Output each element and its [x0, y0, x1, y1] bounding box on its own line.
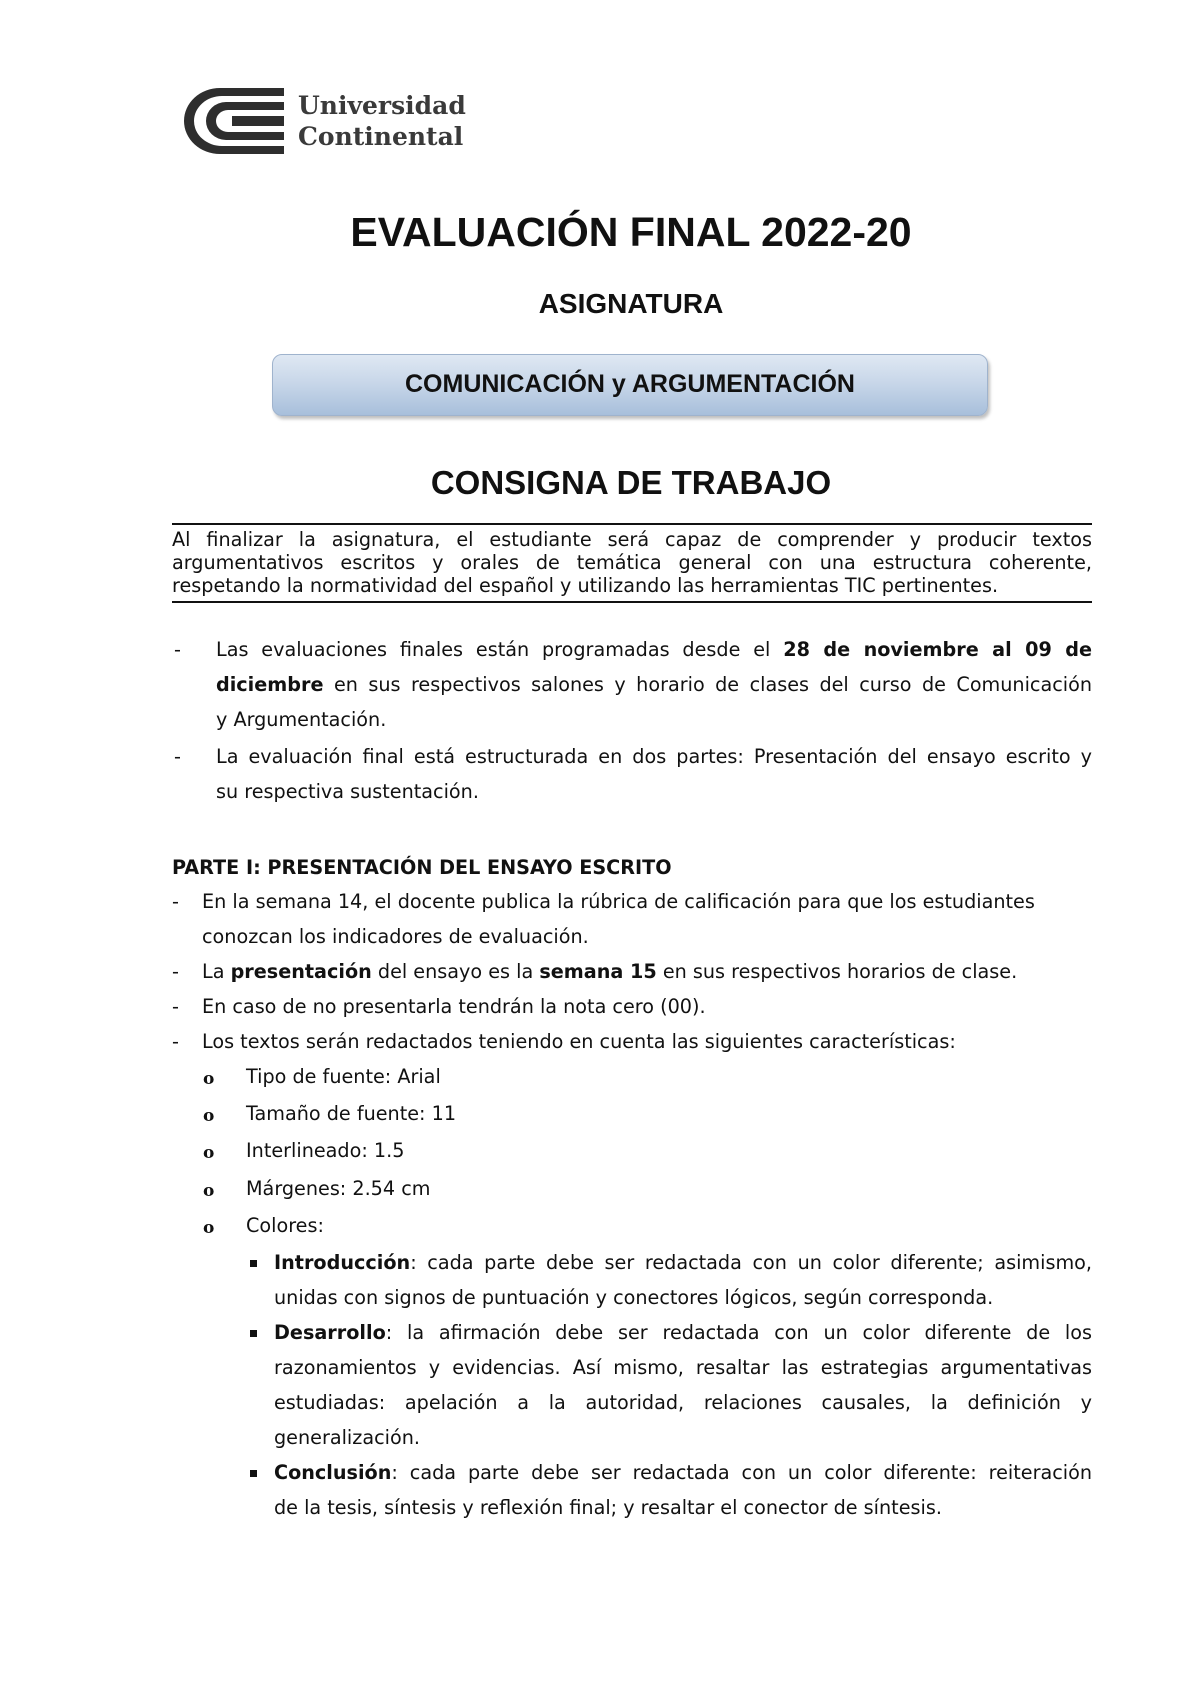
colors-conclusion-line-1: Conclusión: cada parte debe ser redactada con un color diferente: reiteración: [274, 1461, 1092, 1484]
square-bullet-icon: [250, 1330, 257, 1337]
document-subtitle: ASIGNATURA: [538, 288, 724, 319]
sub-bullet-o: o: [203, 1106, 215, 1126]
intro-bullet-2-line-1: La evaluación final está estructurada en dos partes: Presentación del ensayo escrito y: [216, 745, 1092, 768]
dash-bullet: -: [172, 1030, 179, 1053]
competencia-line-1: Al finalizar la asignatura, el estudiante será capaz de comprender y producir textos: [172, 528, 1092, 551]
university-logo: [176, 84, 476, 158]
logo-text-line1: Universidad: [298, 91, 466, 120]
document-title: EVALUACIÓN FINAL 2022-20: [350, 209, 912, 255]
intro-bullet-1-line-1: Las evaluaciones finales están programadas desde el 28 de noviembre al 09 de: [216, 638, 1092, 661]
parte-1-item-2: La presentación del ensayo es la semana 15 en sus respectivos horarios de clase.: [202, 960, 1018, 983]
sub-bullet-o: o: [203, 1143, 215, 1163]
dash-bullet: -: [172, 960, 179, 983]
square-bullet-icon: [250, 1470, 257, 1477]
colors-conclusion-line-2: de la tesis, síntesis y reflexión final; y resaltar el conector de síntesis.: [274, 1496, 942, 1519]
colors-introduccion-line-1: Introducción: cada parte debe ser redactada con un color diferente; asimismo,: [274, 1251, 1092, 1274]
logo-text-line2: Continental: [298, 122, 464, 151]
colors-introduccion-line-2: unidas con signos de puntuación y conectores lógicos, según corresponda.: [274, 1286, 994, 1309]
intro-bullet-1-line-2: diciembre en sus respectivos salones y horario de clases del curso de Comunicación: [216, 673, 1092, 696]
feature-item: Tipo de fuente: Arial: [246, 1065, 441, 1088]
rule-bottom: [172, 601, 1092, 603]
parte-1-item-4: Los textos serán redactados teniendo en cuenta las siguientes características:: [202, 1030, 956, 1053]
rule-top: [172, 523, 1092, 525]
parte-1-item-3: En caso de no presentarla tendrán la nota cero (00).: [202, 995, 706, 1018]
competencia-line-2: argumentativos escritos y orales de temática general con una estructura coherente,: [172, 551, 1092, 574]
square-bullet-icon: [250, 1260, 257, 1267]
competencia-line-3: respetando la normatividad del español y utilizando las herramientas TIC pertinentes.: [172, 574, 999, 597]
dash-bullet: -: [174, 745, 181, 768]
colors-desarrollo-line-4: generalización.: [274, 1426, 420, 1449]
dash-bullet: -: [172, 890, 179, 913]
sub-bullet-o: o: [203, 1181, 215, 1201]
feature-item: Tamaño de fuente: 11: [246, 1102, 457, 1125]
course-banner: [272, 354, 988, 416]
intro-bullet-2-line-2: su respectiva sustentación.: [216, 780, 479, 803]
sub-bullet-o: o: [203, 1069, 215, 1089]
dash-bullet: -: [172, 995, 179, 1018]
colors-desarrollo-line-3: estudiadas: apelación a la autoridad, relaciones causales, la definición y: [274, 1391, 1092, 1414]
parte-1-heading: PARTE I: PRESENTACIÓN DEL ENSAYO ESCRITO: [172, 856, 672, 879]
colors-desarrollo-line-2: razonamientos y evidencias. Así mismo, resaltar las estrategias argumentativas: [274, 1356, 1092, 1379]
feature-item: Interlineado: 1.5: [246, 1139, 405, 1162]
section-title: CONSIGNA DE TRABAJO: [430, 464, 832, 501]
intro-bullet-1-line-3: y Argumentación.: [216, 708, 387, 731]
dash-bullet: -: [174, 638, 181, 661]
feature-item: Márgenes: 2.54 cm: [246, 1177, 431, 1200]
course-name: COMUNICACIÓN y ARGUMENTACIÓN: [405, 370, 855, 398]
colors-desarrollo-line-1: Desarrollo: la afirmación debe ser redactada con un color diferente de los: [274, 1321, 1092, 1344]
sub-bullet-o: o: [203, 1218, 215, 1238]
parte-1-item-1-line-2: conozcan los indicadores de evaluación.: [202, 925, 589, 948]
university-logo-mark-icon: [176, 84, 290, 158]
parte-1-item-1-line-1: En la semana 14, el docente publica la rúbrica de calificación para que los estudiantes: [202, 890, 1035, 913]
feature-item: Colores:: [246, 1214, 324, 1237]
